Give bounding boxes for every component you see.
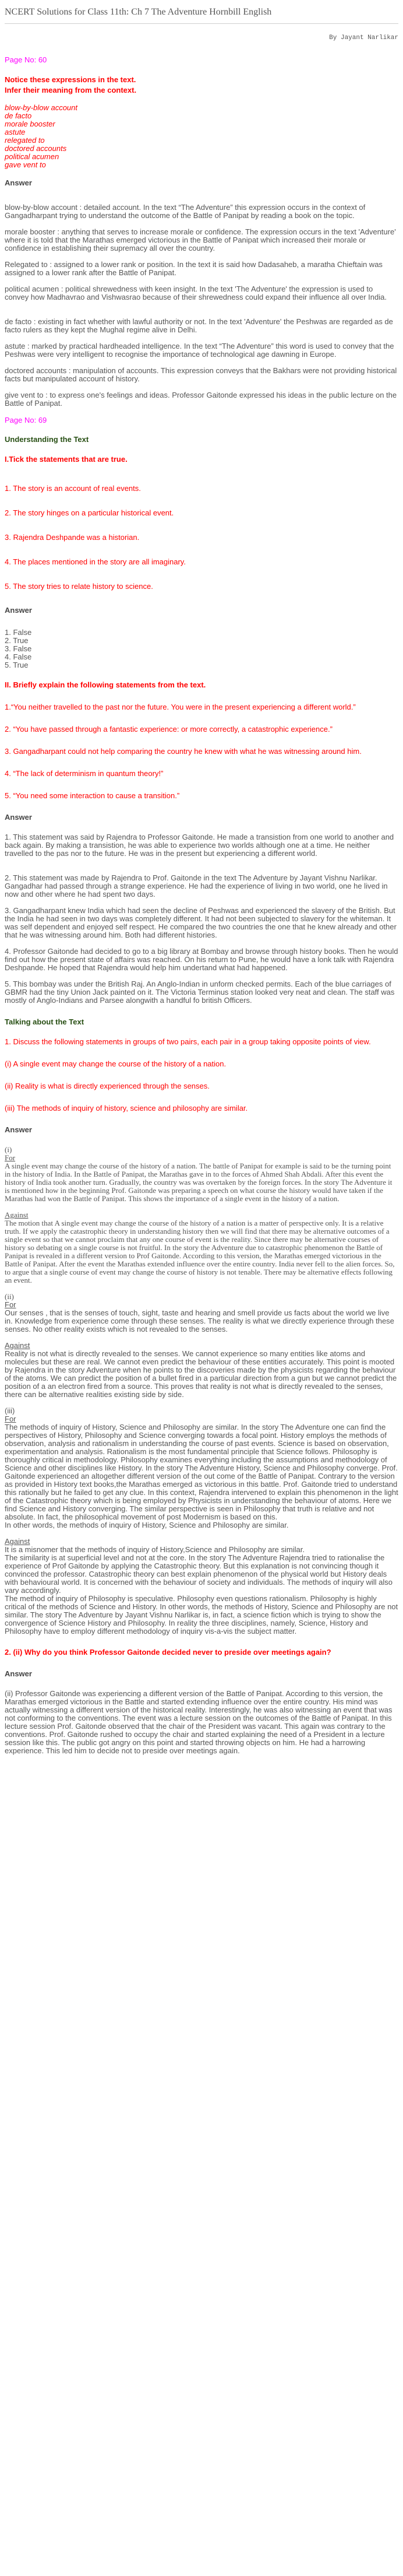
- answer-label: Answer: [5, 813, 32, 822]
- statement-item: (iii) The methods of inquiry of history, science and philosophy are similar.: [5, 1104, 248, 1112]
- answer-paragraph: political acumen : political shrewedness with keen insight. In the text 'The Adventure' the expression is used to convey how Madhavrao and Vishwasrao because of their shrewedness could expand their influence all over India.: [5, 285, 387, 301]
- answer-item: 3. False: [5, 644, 32, 653]
- against-text: Reality is not what is directly revealed to the senses. We cannot experience so many entities like atoms and molecules but these are real. We cannot even predict the behaviour of these entities accurately. This point is mooted by Rajendra in the story Adventure when he points to the discoveries made by the physicists regarding the behaviour of the atoms. We can predict the position of a bullet fired in a particular direction from a gun but we cannot predict the position of a an electron fired from a source. This proves that reality is not what is directly revealed to the senses, there can be alternative realities existing side by side.: [5, 1349, 397, 1399]
- expression-item: gave vent to: [5, 160, 46, 169]
- section-heading: Talking about the Text: [5, 1017, 84, 1026]
- answer-paragraph: Relegated to : assigned to a lower rank or position. In the text it is said how Dadasaheb, a maratha Chieftain was assigned to a lower rank after the Battle of Panipat.: [5, 260, 383, 277]
- answer-paragraph: de facto : existing in fact whether with lawful authority or not. In the text 'Adventure' the Peshwas are regarded as de facto rulers as they kept the Mughal regime alive in Delhi.: [5, 317, 393, 334]
- against-text: The method of inquiry of Philosophy is speculative. Philosophy even questions rationalism. Philosophy is highly critical of the methods of Science and History. In other words, the methods of History, Science and Philosophy are not similar. The story The Adventure by Jayant Vishnu Narlikar is, in fact, a science fiction which is trying to show the convergence of Science History and Philosophy. In reality the three disciplines, namely, Science, History and Philosophy have to employ different methodology of inquiry vis-a-vis the subject matter.: [5, 1594, 398, 1636]
- answer-paragraph: 5. This bombay was under the British Raj. An Anglo-Indian in unform checked permits. Each of the blue carriages of GBMR had the tiny Union Jack painted on it. The Victoria Terminus station looked very neat and clean. The staff was mostly of Anglo-Indians and Parsee alongwith a handful fo british Officers.: [5, 980, 395, 1005]
- statement-item: 1.“You neither travelled to the past nor the future. You were in the present experiencing a different world.”: [5, 703, 356, 711]
- statement-item: 1. The story is an account of real events.: [5, 484, 141, 493]
- expression-item: astute: [5, 128, 26, 136]
- question-heading: Notice these expressions in the text.: [5, 75, 136, 84]
- page-number-label: Page No: 60: [5, 55, 47, 64]
- answer-item: 5. True: [5, 661, 29, 669]
- for-label: For: [5, 1153, 16, 1162]
- against-label: Against: [5, 1341, 30, 1350]
- for-text: Our senses , that is the senses of touch, sight, taste and hearing and smell provide us facts about the world we live in. Knowledge from experience come through these senses. The reality is what we directly experience through these senses. No other reality exists which is not revealed to the senses.: [5, 1308, 394, 1333]
- answer-item: 2. True: [5, 636, 29, 645]
- answer-paragraph: 2. This statement was made by Rajendra to Prof. Gaitonde in the text The Adventure by Jayant Vishnu Narlikar. Gangadhar had passed through a strange experience. He had the experience of living in two world, one he lived in now and other where he had spent two days.: [5, 873, 388, 899]
- for-text: The methods of inquiry of History, Science and Philosophy are similar. In the story The Adventure one can find the perspectives of History, Philosophy and Science converging towards a focal point. History employs the methods of observation, analysis and rationalism in understanding the course of past events. Science is based on observation, experimentation and analysis. Rationalism is the most fundamental principle that Science follows. Philosophy is thoroughly critical in methodology. Philosophy examines everything including the assumptions and methodology of Science and other disciplines like History. In the story The Adventure History, Science and Philosophy converge. Prof. Gaitonde experienced an altogether different version of the out come of the Battle of Panipat. Contrary to the version as provided in History text books,the Marathas emerged as victorious in this battle. Prof. Gaitonde tried to understand this rationally but he failed to get any clue. In this context, Rajendra intervened to explain this phenomenon in the light of the Catastrophic theory which is being employed by Physicists in understanding the behaviour of atoms. Here we find Science and History converging. The similar perspective is seen in Philosophy that truth is relative and not absolute. In fact, the philosophical movement of post Modernism is based on this.: [5, 1423, 398, 1521]
- expression-item: morale booster: [5, 120, 55, 128]
- question-heading: II. Briefly explain the following statements from the text.: [5, 680, 206, 689]
- expression-item: relegated to: [5, 136, 45, 145]
- statement-item: (i) A single event may change the course of the history of a nation.: [5, 1059, 227, 1068]
- statement-item: 4. “The lack of determinism in quantum theory!”: [5, 769, 164, 778]
- part-label: (ii): [5, 1292, 14, 1301]
- debate-part: [5, 1146, 398, 1285]
- expression-item: de facto: [5, 111, 32, 120]
- answer-item: 4. False: [5, 652, 32, 661]
- statement-item: (ii) Reality is what is directly experienced through the senses.: [5, 1082, 210, 1090]
- answer-label: Answer: [5, 1125, 32, 1134]
- answer-paragraph: give vent to : to express one's feelings and ideas. Professor Gaitonde expressed his ideas in the public lecture on the Battle of Panipat.: [5, 391, 397, 408]
- answer-label: Answer: [5, 606, 32, 615]
- page-title: NCERT Solutions for Class 11th: Ch 7 The Adventure Hornbill English: [5, 5, 398, 24]
- against-label: Against: [5, 1210, 29, 1219]
- answer-paragraph: blow-by-blow account : detailed account. In the text “The Adventure” this expression occurs in the context of Gangadharpant trying to understand the outcome of the Battle of Panipat by reading a book on the topic.: [5, 203, 366, 220]
- question-heading: 1. Discuss the following statements in groups of two pairs, each pair in a group taking opposite points of view.: [5, 1037, 371, 1046]
- statement-item: 2. The story hinges on a particular historical event.: [5, 508, 174, 517]
- for-label: For: [5, 1300, 16, 1309]
- question-heading: 2. (ii) Why do you think Professor Gaitonde decided never to preside over meetings again?: [5, 1648, 331, 1656]
- answer-paragraph: astute : marked by practical hardheaded intelligence. In the text “The Adventure” this word is used to convey that the Peshwas were very intelligent to recognise the importance of technological age dawning in Europe.: [5, 342, 394, 359]
- answer-paragraph: doctored accounts : manipulation of accounts. This expression conveys that the Bakhars were not providing historical facts but manipulated account of history.: [5, 366, 397, 383]
- against-text: The similarity is at superficial level and not at the core. In the story The Adventure Rajendra tried to rationalise the experience of Prof Gaitonde by applying the Catastrophic theory. But this explanation is not convincing though it convinced the professor. Catastrophic theory can best explain phenomenon of the physical world but History deals with behavioural world. It is concerned with the behaviour of society and individuals. The methods of inquiry will also vary accordingly.: [5, 1553, 393, 1595]
- statement-item: 4. The places mentioned in the story are all imaginary.: [5, 557, 186, 566]
- part-label: (iii): [5, 1406, 15, 1415]
- section-heading: Understanding the Text: [5, 435, 89, 444]
- for-text: A single event may change the course of the history of a nation. The battle of Panipat for example is said to be the turning point in the history of India. In the Battle of Panipat, the Marathas gave in to the forces of Ahmed Shah Abdali. After this event the history of India took another turn. Gradually, the country was was overtaken by the foreign forces. In the story The Adventure it is mentioned how in the beginning Prof. Gaitonde was preparing a speech on what course the history would have taken if the Marathas had won the Battle of Panipat. This shows the importance of a single event in the history of a nation.: [5, 1161, 393, 1203]
- page-number-label: Page No: 69: [5, 416, 47, 424]
- against-text: It is a misnomer that the methods of inquiry of History,Science and Philosophy are similar.: [5, 1545, 305, 1554]
- part-label: (i): [5, 1145, 12, 1154]
- question-heading: I.Tick the statements that are true.: [5, 455, 128, 464]
- author-byline: By Jayant Narlikar: [329, 34, 398, 41]
- expression-item: blow-by-blow account: [5, 103, 78, 112]
- answer-list: [5, 629, 398, 669]
- expression-item: political acumen: [5, 152, 59, 161]
- statement-item: 5. The story tries to relate history to science.: [5, 582, 153, 591]
- answer-paragraph: 3. Gangadharpant knew India which had seen the decline of Peshwas and experienced the slavery of the British. But the India he had seen in two days was completely different. It had not been subjected to slavery for the whiteman. It was self dependent and enjoyed self respect. He compared the two countries the one that he knew already and other that he was witnessing around him. Both had different histories.: [5, 906, 397, 939]
- answer-paragraph: (ii) Professor Gaitonde was experiencing a different version of the Battle of Panipat. According to this version, the Marathas emerged victorious in the Battle and started extending influence over the entire country. His mind was actually witnessing a different version of the historical reality. Interestingly, he was also witnessing an event that was not conforming to the conventions. The event was a lecture session on the outcomes of the Battle of Panipat. In this lecture session Prof. Gaitonde observed that the chair of the President was vacant. This again was contrary to the conventions. Prof. Gaitonde rushed to occupy the chair and started explaining the need of a President in a lecture session like this. The public got angry on this point and started throwing objects on him. He had a harrowing experience. This led him to decide not to preside over meetings again.: [5, 1689, 393, 1755]
- answer-label: Answer: [5, 178, 32, 187]
- for-text: In other words, the methods of inquiry of History, Science and Philosophy are similar.: [5, 1521, 289, 1529]
- statement-item: 2. “You have passed through a fantastic experience: or more correctly, a catastrophic experience.”: [5, 725, 333, 734]
- question-heading: Infer their meaning from the context.: [5, 86, 137, 94]
- expression-item: doctored accounts: [5, 144, 67, 153]
- answer-paragraph: morale booster : anything that serves to increase morale or confidence. The expression occurs in the text 'Adventure' where it is told that the Marathas emerged victorious in the Battle of Panipat which increased their morale or confidence in establishing their supremacy all over the country.: [5, 227, 396, 252]
- answer-paragraph: 1. This statement was said by Rajendra to Professor Gaitonde. He made a transistion from one world to another and back again. By making a transistion, he was able to experience two worlds although one at a time. He neither travelled to the pas nor to the future. He was in the present but experiencing a different world.: [5, 833, 394, 858]
- against-text: The motion that A single event may change the course of the history of a nation is a matter of perspective only. It is a relative truth. If we apply the catastrophic theory in understanding history then we will find that there may be alternative outcomes of a single event so that we cannot proclaim that any one course of event is the reality. Since there may be alternative courses of history so debating on a single course is not fruitful. In the story the Adventure due to catastrophic phenomenon the Battle of Panipat is revealed in a different version to Prof Gaitonde. According to this version, the Marathas emerged victorious in the Battle of Panipat. After the event the Marathas extended influence over the entire country. India never fell to the alien forces. So, to argue that a single course of event may change the course of history is not tenable. There may be alternative effects following an event.: [5, 1219, 395, 1285]
- answer-item: 1. False: [5, 628, 32, 637]
- for-label: For: [5, 1415, 16, 1423]
- answer-paragraph: 4. Professor Gaitonde had decided to go to a big library at Bombay and browse through history books. Then he would find out how the present state of affairs was reached. On his return to Pune, he would have a lonk talk with Rajendra Deshpande. He hoped that Rajendra would help him undertand what had happened.: [5, 947, 398, 972]
- statement-item: 5. “You need some interaction to cause a transition.”: [5, 791, 180, 800]
- debate-part: [5, 1407, 398, 1636]
- debate-part: [5, 1293, 398, 1399]
- answer-label: Answer: [5, 1669, 32, 1678]
- statement-item: 3. Gangadharpant could not help comparing the country he knew with what he was witnessing around him.: [5, 747, 362, 756]
- expression-list: [5, 104, 398, 169]
- statement-item: 3. Rajendra Deshpande was a historian.: [5, 533, 140, 542]
- against-label: Against: [5, 1537, 30, 1546]
